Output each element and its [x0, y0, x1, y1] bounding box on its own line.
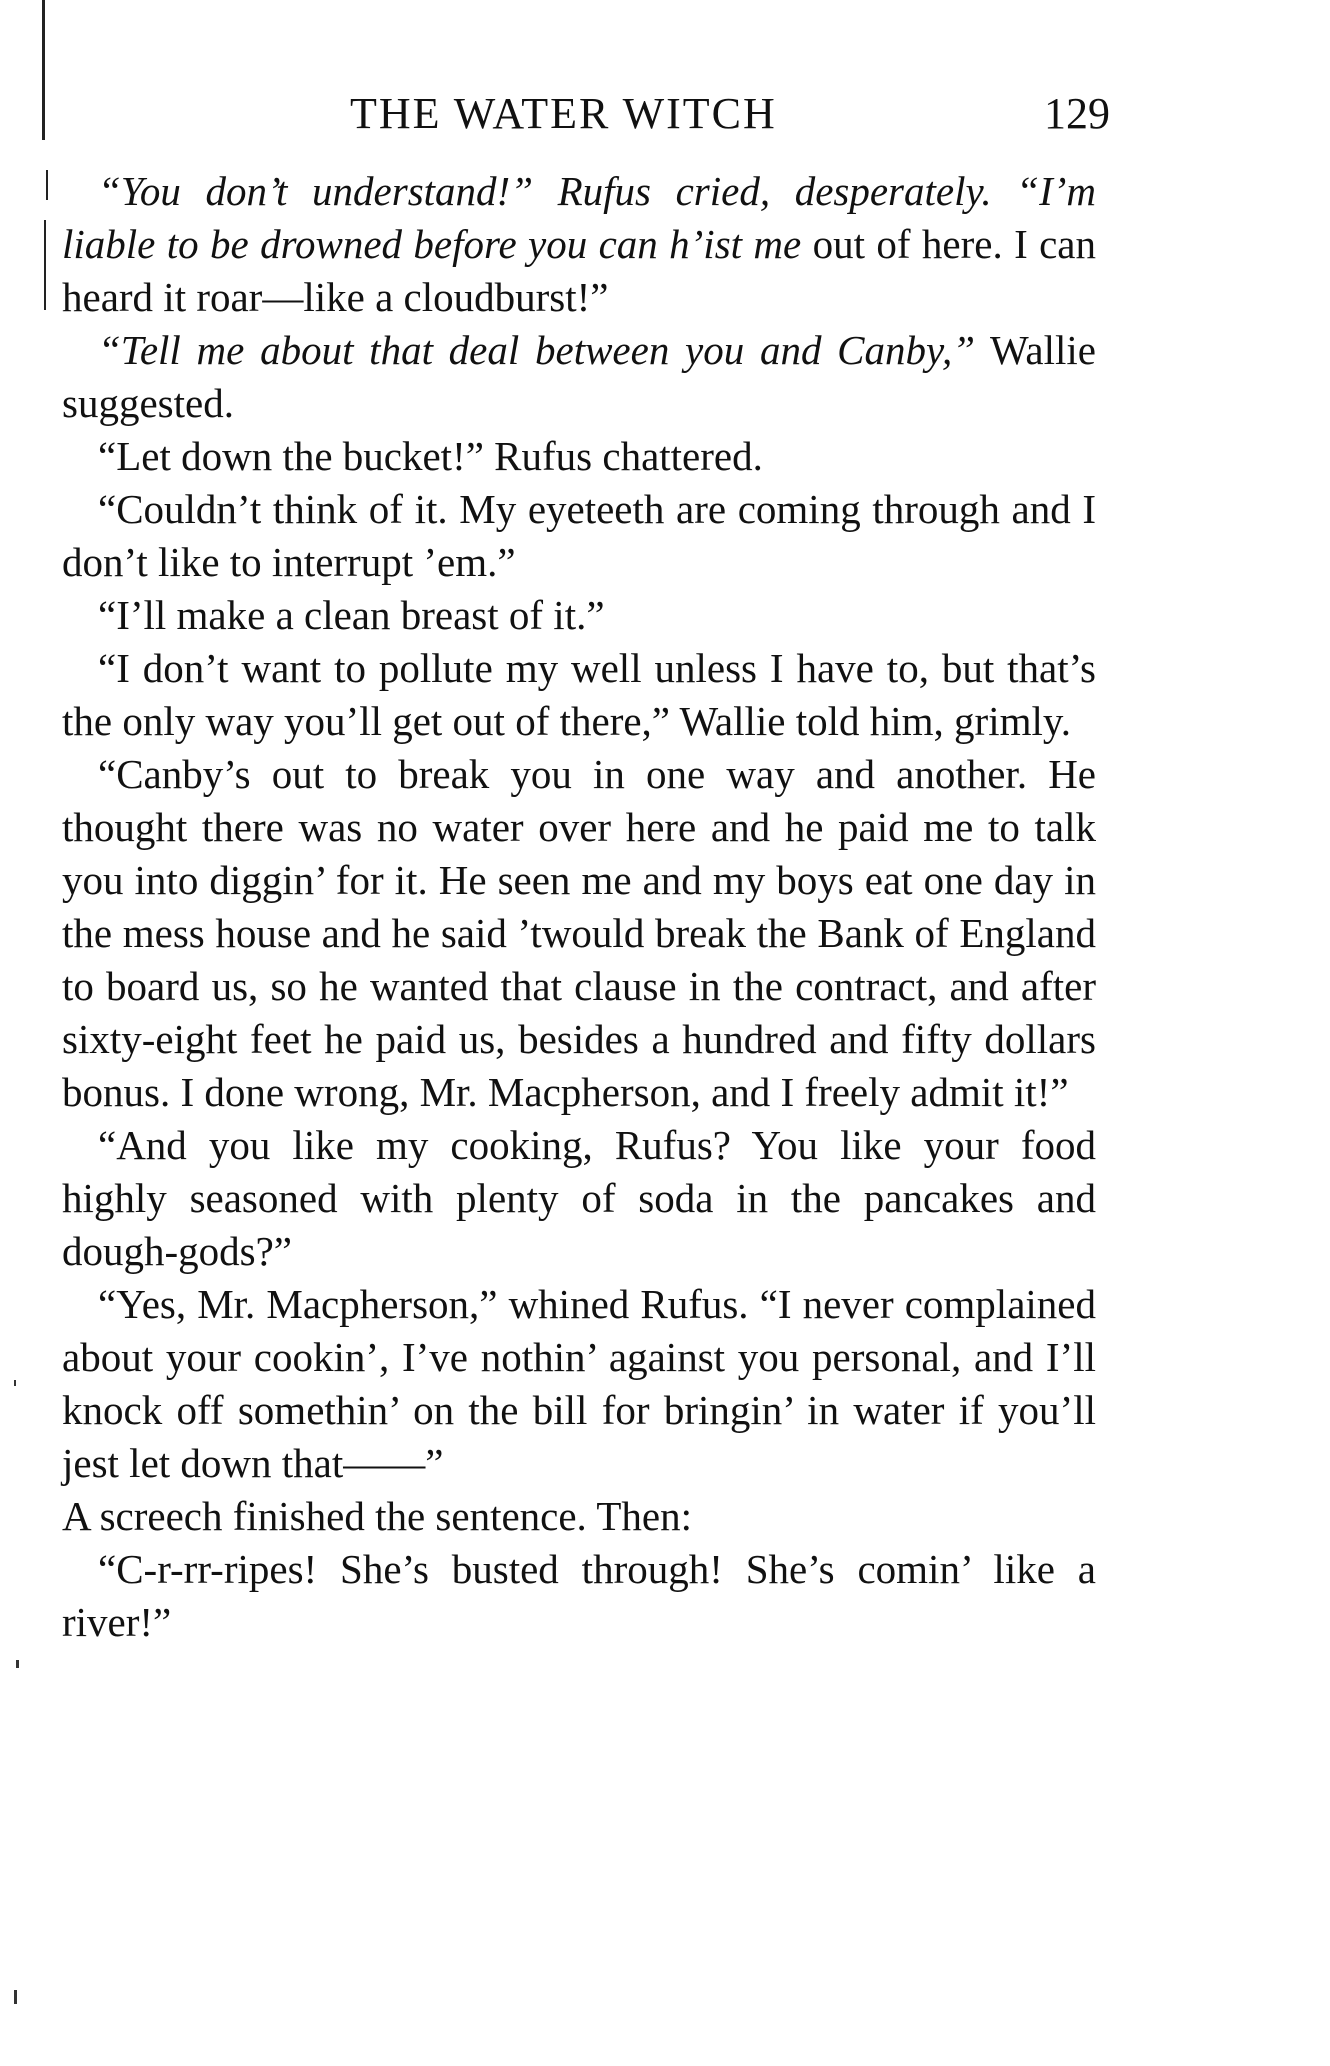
- paragraph: “And you like my cooking, Rufus? You like your food highly seasoned with plenty of soda in the pancakes and dough-gods?”: [62, 1122, 1096, 1274]
- paragraph: [62, 165, 1096, 324]
- paragraph: “Couldn’t think of it. My eyeteeth are coming through and I don’t like to interrupt ’em.”: [62, 486, 1096, 585]
- body-text: [62, 165, 1096, 1649]
- paragraph-text: Wallie suggested.: [62, 327, 1096, 426]
- page-number: 129: [1044, 89, 1110, 138]
- paragraph: “Let down the bucket!” Rufus chattered.: [98, 433, 763, 479]
- scan-speck: [16, 1660, 19, 1668]
- paragraph-italic-text: “Tell me about that deal between you and Canby,”: [98, 327, 976, 373]
- paragraph-text: out of here. I can heard it roar—like a cloudburst!”: [62, 221, 1096, 320]
- running-title: THE WATER WITCH: [350, 89, 777, 138]
- paragraph-italic-text: “You don’t understand!” Rufus cried, desperately. “I’m liable to be drowned before you can h’ist me: [62, 168, 1096, 267]
- scan-speck: [14, 1990, 17, 2004]
- binding-edge-mark: [42, 0, 45, 140]
- paragraph: A screech finished the sentence. Then:: [62, 1493, 692, 1539]
- scan-speck: [14, 1380, 16, 1386]
- paragraph: “I’ll make a clean breast of it.”: [98, 592, 605, 638]
- paragraph: “Yes, Mr. Macpherson,” whined Rufus. “I never complained about your cookin’, I’ve nothin’ against you personal, and I’ll knock off somethin’ on the bill for bringin’ in water if you’ll jest let down that——”: [62, 1281, 1096, 1486]
- paragraph: [62, 324, 1096, 430]
- binding-edge-mark: [44, 220, 46, 310]
- binding-edge-mark: [46, 170, 48, 200]
- page-header: [70, 88, 1110, 148]
- paragraph: “C-r-rr-ripes! She’s busted through! She’s comin’ like a river!”: [62, 1546, 1096, 1645]
- paragraph: “Canby’s out to break you in one way and another. He thought there was no water over here and he paid me to talk you into diggin’ for it. He seen me and my boys eat one day in the mess house and he said ’twould break the Bank of England to board us, so he wanted that clause in the contract, and after sixty-eight feet he paid us, besides a hundred and fifty dollars bonus. I done wrong, Mr. Macpherson, and I freely admit it!”: [62, 751, 1096, 1115]
- paragraph: “I don’t want to pollute my well unless I have to, but that’s the only way you’ll get out of there,” Wallie told him, grimly.: [62, 645, 1096, 744]
